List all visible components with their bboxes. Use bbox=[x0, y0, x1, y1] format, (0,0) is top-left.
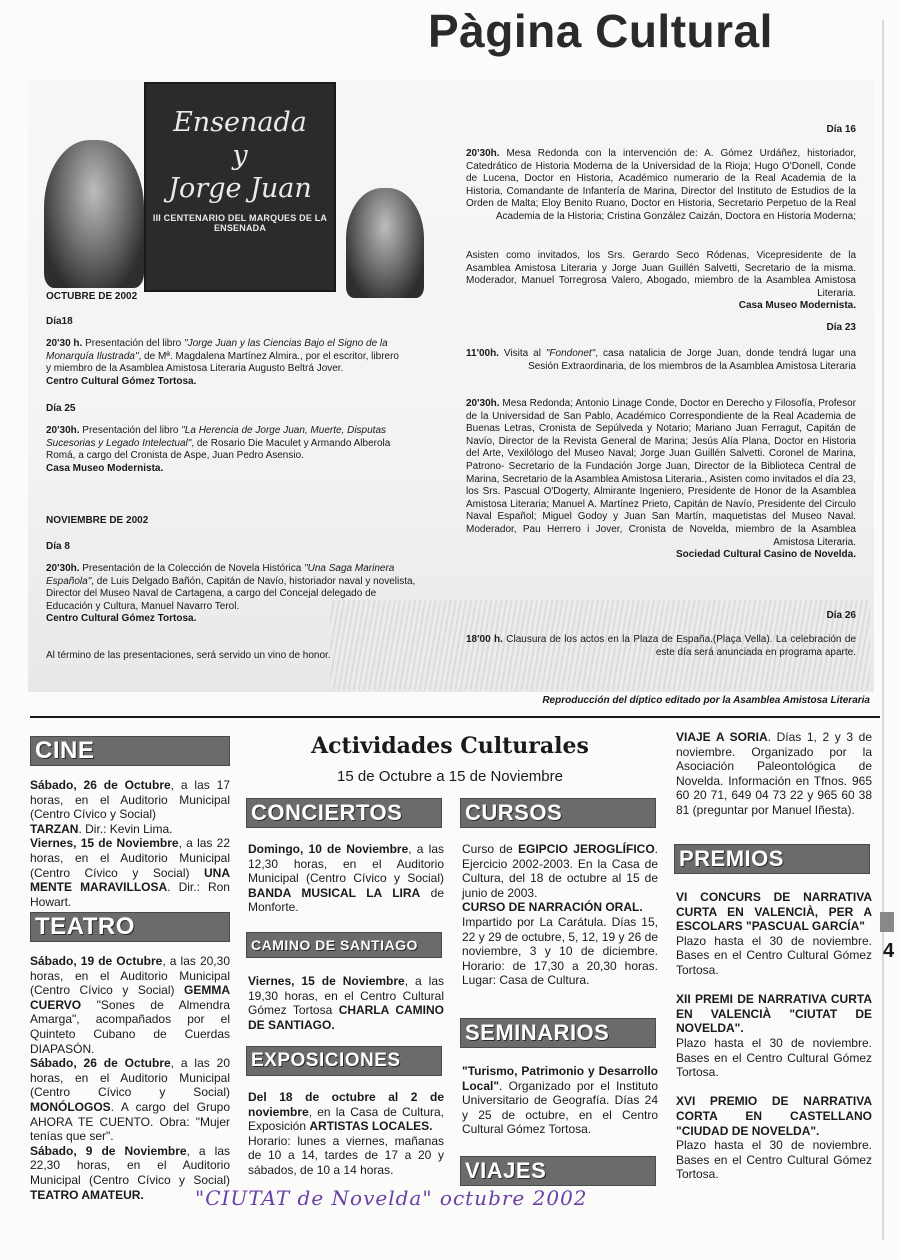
event-day-16-guests: Asisten como invitados, los Srs. Gerardo Seco Ródenas, Vicepresidente de la Asamblea Amistosa Literaria y Jorge Juan Guillén Salvetti, Secretario de la misma. Moderador, Manuel Torregrosa Valero, Abogado, miembro de la Asamblea Amistosa Literaria. Casa Museo Modernista. bbox=[466, 250, 856, 312]
camino-listings: Viernes, 15 de Noviembre, a las 19,30 horas, en el Centro Cultural Gómez Tortosa CHARLA CAMINO DE SANTIAGO. bbox=[248, 974, 444, 1032]
handwritten-note: "CIUTAT de Novelda" octubre 2002 bbox=[195, 1186, 588, 1210]
month-october: OCTUBRE DE 2002 bbox=[46, 291, 138, 302]
day-16-label: Día 16 bbox=[826, 124, 856, 135]
seminarios-listings: "Turismo, Patrimonio y Desarrollo Local". Organizado por el Instituto Universitario de Geografía. Días 24 y 25 de octubre, en el Centro Cultural Gómez Tortosa. bbox=[462, 1064, 658, 1137]
event-day-16: 20'30h. Mesa Redonda con la intervención de: A. Gómez Urdáñez, historiador, Catedrático de Historia Moderna de la Universidad de la Rioja; Hugo O'Donell, Conde de Lucena, Doctor en Historia, Académico numerario de la Real Academia de la Historia, Comandante de Infantería de Marina, Director del Instituto de Estudios de la Orden de Malta; Eloy Benito Ruano, Doctor en Historia, Secretario Perpetuo de la Real Academia de la Historia; Cristina González Caizán, Doctora en Historia Moderna; bbox=[466, 148, 857, 222]
conciertos-listings: Domingo, 10 de Noviembre, a las 12,30 horas, en el Auditorio Municipal (Centro Cívico y Social) BANDA MUSICAL LA LIRA de Monforte. bbox=[248, 842, 445, 915]
banner-title bbox=[146, 106, 334, 205]
portrait-ensenada-image bbox=[44, 140, 144, 288]
event-day-18: 20'30 h. Presentación del libro "Jorge Juan y las Ciencias Bajo el Signo de la Monarquía Ilustrada", de Mª. Magdalena Martínez Almira., por el escritor, librero y miembro de la Asamblea Amistosa Literaria Augusto Beltrá Jover. Centro Cultural Gómez Tortosa. bbox=[46, 338, 399, 387]
day-23-label: Día 23 bbox=[826, 322, 856, 333]
teatro-listings: Sábado, 19 de Octubre, a las 20,30 horas, en el Auditorio Municipal (Centro Cívico y Social) GEMMA CUERVO "Sones de Almendra Amarga", acompañados por el Quinteto Cubano de Cuerdas DIAPASÓN. Sábado, 26 de Octubre, a las 20 horas, en el Auditorio Municipal (Centro Cívico y Social) MONÓLOGOS. A cargo del Grupo AHORA TE CUENTO. Obra: "Mujer tenías que ser". Sábado, 9 de Noviembre, a las 22,30 horas, en el Auditorio Municipal (Centro Cívico y Social) TEATRO AMATEUR. bbox=[30, 954, 230, 1202]
premios-heading: PREMIOS bbox=[674, 844, 870, 874]
day-25-label: Día 25 bbox=[46, 403, 76, 414]
day-8-label: Día 8 bbox=[46, 541, 70, 552]
banner-title-line-2: y bbox=[232, 140, 248, 171]
section-divider bbox=[30, 716, 880, 718]
event-day-26: 18'00 h. Clausura de los actos en la Plaza de España.(Plaça Vella). La celebración de este día será anunciada en programa aparte. bbox=[466, 634, 857, 658]
page-tab-marker bbox=[880, 912, 894, 932]
reproduction-credit: Reproducción del díptico editado por la Asamblea Amistosa Literaria bbox=[542, 695, 870, 706]
viajes-heading: VIAJES bbox=[460, 1156, 656, 1186]
centenary-banner bbox=[144, 82, 336, 292]
exposiciones-listings: Del 18 de octubre al 2 de noviembre, en la Casa de Cultura, Exposición ARTISTAS LOCALES. Horario: lunes a viernes, mañanas de 10 a 14, tardes de 17 a 20 y sábados, de 10 a 14 horas. bbox=[248, 1090, 444, 1177]
camino-heading: CAMINO DE SANTIAGO bbox=[246, 932, 442, 958]
closing-note: Al término de las presentaciones, será servido un vino de honor. bbox=[46, 650, 331, 661]
page-title: Pàgina Cultural bbox=[428, 5, 773, 57]
teatro-heading: TEATRO bbox=[30, 912, 230, 942]
portrait-jorge-juan-image bbox=[346, 188, 424, 298]
event-day-23-roundtable: 20'30h. Mesa Redonda; Antonio Linage Conde, Doctor en Derecho y Filosofía, Profesor de la Universidad de San Pablo, Académico Correspondiente de la Real Academia de Buenas Letras, Cronista de Sepúlveda y Notario; Mariano Juan Ferragut, Capitán de Navío, Director de la Revista General de Marina; Jesús Alía Plana, Doctor en Historia del Arte, Vexilólogo del Museo Naval; Jorge Juan Guillén Salvetti. Coronel de Marina, Patrono- Secretario de la Fundación Jorge Juan, Director de la Biblioteca Central de Marina, Secretario de la Asamblea Amistosa Literaria., Asisten como invitados el día 23, los Srs. Pascual O'Dogerty, Almirante Ingeniero, Presidente de Honor de la Asamblea Amistosa Literaria; Manuel A. Martínez Prieto, Capitán de Navío, Presidente del Circulo Naval Español; Miguel Godoy y Juan San Martín, maquetistas del Museo Naval. Moderador, Pau Herrero i Jover, Cronista de Novelda, miembro de la Asamblea Amistosa Literaria. Sociedad Cultural Casino de Novelda. bbox=[466, 398, 856, 561]
banner-title-line-3: Jorge Juan bbox=[168, 173, 312, 204]
page-number: 4 bbox=[883, 940, 895, 962]
activities-subtitle: 15 de Octubre a 15 de Noviembre bbox=[337, 768, 563, 785]
event-day-23-visit: 11'00h. Visita al "Fondonet", casa natalicia de Jorge Juan, donde tendrá lugar una Sesión Extraordinaria, de los miembros de la Asamblea Amistosa Literaria bbox=[466, 348, 857, 372]
cine-listings: Sábado, 26 de Octubre, a las 17 horas, en el Auditorio Municipal (Centro Cívico y Social) TARZAN. Dir.: Kevin Lima. Viernes, 15 de Noviembre, a las 22 horas, en el Auditorio Municipal (Centro Cívico y Social) UNA MENTE MARAVILLOSA. Dir.: Ron Howart. bbox=[30, 778, 230, 909]
conciertos-heading: CONCIERTOS bbox=[246, 798, 442, 828]
day-26-label: Día 26 bbox=[826, 610, 856, 621]
exposiciones-heading: EXPOSICIONES bbox=[246, 1046, 442, 1076]
banner-subtitle: III CENTENARIO DEL MARQUES DE LA ENSENADA bbox=[152, 213, 328, 233]
month-november: NOVIEMBRE DE 2002 bbox=[46, 515, 149, 526]
cursos-heading: CURSOS bbox=[460, 798, 656, 828]
event-day-8: 20'30h. Presentación de la Colección de Novela Histórica "Una Saga Marinera Española", de Luis Delgado Bañón, Capitán de Navío, historiador naval y novelista, Director del Museo Naval de Cartagena, a cargo del Concejal delegado de Educación y Cultura, Manuel Navarro Terol. Centro Cultural Gómez Tortosa. bbox=[46, 563, 416, 625]
margin-rule bbox=[882, 20, 884, 1240]
banner-title-line-1: Ensenada bbox=[173, 107, 307, 138]
activities-title: Actividades Culturales bbox=[311, 733, 589, 759]
cursos-listings: Curso de EGIPCIO JEROGLÍFICO. Ejercicio 2002-2003. En la Casa de Cultura, del 18 de octubre al 15 de junio de 2003. CURSO DE NARRACIÓN ORAL. Impartido por La Carátula. Días 15, 22 y 29 de octubre, 5, 12, 19 y 26 de noviembre, 3 y 10 de diciembre. Horario: de 17,30 a 20,30 horas. Lugar: Casa de Cultura. bbox=[462, 842, 658, 988]
cine-heading: CINE bbox=[30, 736, 230, 766]
seminarios-heading: SEMINARIOS bbox=[460, 1018, 656, 1048]
event-day-25: 20'30h. Presentación del libro "La Herencia de Jorge Juan, Muerte, Disputas Sucesorias y Legado Intelectual", de Rosario Die Maculet y Armando Alberola Romá, a cargo del Cronista de Aspe, Juan Pedro Asensio. Casa Museo Modernista. bbox=[46, 425, 391, 474]
day-18-label: Día18 bbox=[46, 316, 73, 327]
premios-listings: VI CONCURS DE NARRATIVA CURTA EN VALENCIÀ, PER A ESCOLARS "PASCUAL GARCÍA" Plazo hasta el 30 de noviembre. Bases en el Centro Cultural Gómez Tortosa. XII PREMI DE NARRATIVA CURTA EN VALENCIÀ "CIUTAT DE NOVELDA". Plazo hasta el 30 de noviembre. Bases en el Centro Cultural Gómez Tortosa. XVI PREMIO DE NARRATIVA CORTA EN CASTELLANO "CIUDAD DE NOVELDA". Plazo hasta el 30 de noviembre. Bases en el Centro Cultural Gómez Tortosa. bbox=[676, 890, 872, 1182]
viaje-soria-listing: VIAJE A SORIA. Días 1, 2 y 3 de noviembre. Organizado por la Asociación Paleontológica de Novelda. Información en Tfnos. 965 60 20 71, 649 04 73 22 y 965 60 38 81 (preguntar por Manuel Iñesta). bbox=[676, 730, 872, 817]
